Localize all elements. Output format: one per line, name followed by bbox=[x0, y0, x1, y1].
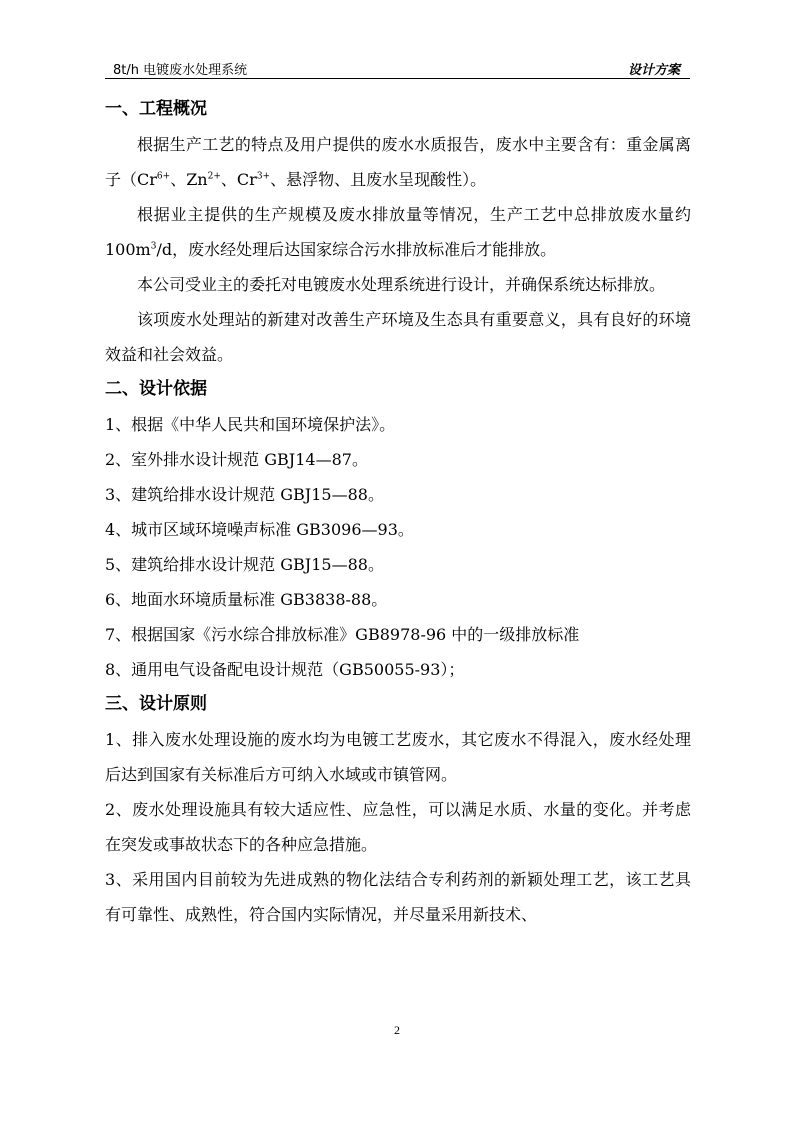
principle-item: 1、排入废水处理设施的废水均为电镀工艺废水，其它废水不得混入，废水经处理后达到国家有关标准后方可纳入水域或市镇管网。 bbox=[105, 730, 691, 784]
basis-item: 4、城市区域环境噪声标准 GB3096—93。 bbox=[105, 520, 414, 539]
document-body bbox=[105, 92, 691, 932]
section-heading-principles: 三、设计原则 bbox=[105, 694, 207, 714]
header-document-type: 设计方案 bbox=[627, 63, 680, 78]
page-header bbox=[105, 56, 690, 79]
basis-item: 7、根据国家《污水综合排放标准》GB8978-96 中的一级排放标准 bbox=[105, 625, 580, 644]
basis-item: 6、地面水环境质量标准 GB3838-88。 bbox=[105, 590, 388, 609]
basis-item: 1、根据《中华人民共和国环境保护法》。 bbox=[105, 415, 396, 434]
section-heading-basis: 二、设计依据 bbox=[105, 379, 207, 399]
header-document-title: 8t/h 电镀废水处理系统 bbox=[113, 63, 248, 78]
overview-paragraph-1: 根据生产工艺的特点及用户提供的废水水质报告，废水中主要含有：重金属离子（$Cr^{6+}$、$Zn^{2+}$、$Cr^{3+}$、悬浮物、且废水呈现酸性）。 bbox=[105, 135, 691, 189]
basis-item: 8、通用电气设备配电设计规范（GB50055-93）； bbox=[105, 660, 465, 679]
page-number: 2 bbox=[394, 1023, 400, 1037]
overview-paragraph-2: 根据业主提供的生产规模及废水排放量等情况，生产工艺中总排放废水量约$100m^3/d$，废水经处理后达国家综合污水排放标准后才能排放。 bbox=[105, 205, 691, 259]
basis-item: 3、建筑给排水设计规范 GBJ15—88。 bbox=[105, 485, 384, 504]
overview-paragraph-3: 本公司受业主的委托对电镀废水处理系统进行设计，并确保系统达标排放。 bbox=[137, 275, 666, 294]
basis-item: 2、室外排水设计规范 GBJ14—87。 bbox=[105, 450, 368, 469]
principle-item: 2、废水处理设施具有较大适应性、应急性，可以满足水质、水量的变化。并考虑在突发或事故状态下的各种应急措施。 bbox=[105, 800, 691, 854]
section-heading-overview: 一、工程概况 bbox=[105, 99, 207, 119]
basis-item: 5、建筑给排水设计规范 GBJ15—88。 bbox=[105, 555, 384, 574]
principle-item: 3、采用国内目前较为先进成熟的物化法结合专利药剂的新颖处理工艺，该工艺具有可靠性、成熟性，符合国内实际情况，并尽量采用新技术、 bbox=[105, 870, 691, 924]
overview-paragraph-4: 该项废水处理站的新建对改善生产环境及生态具有重要意义，具有良好的环境效益和社会效益。 bbox=[105, 310, 691, 364]
